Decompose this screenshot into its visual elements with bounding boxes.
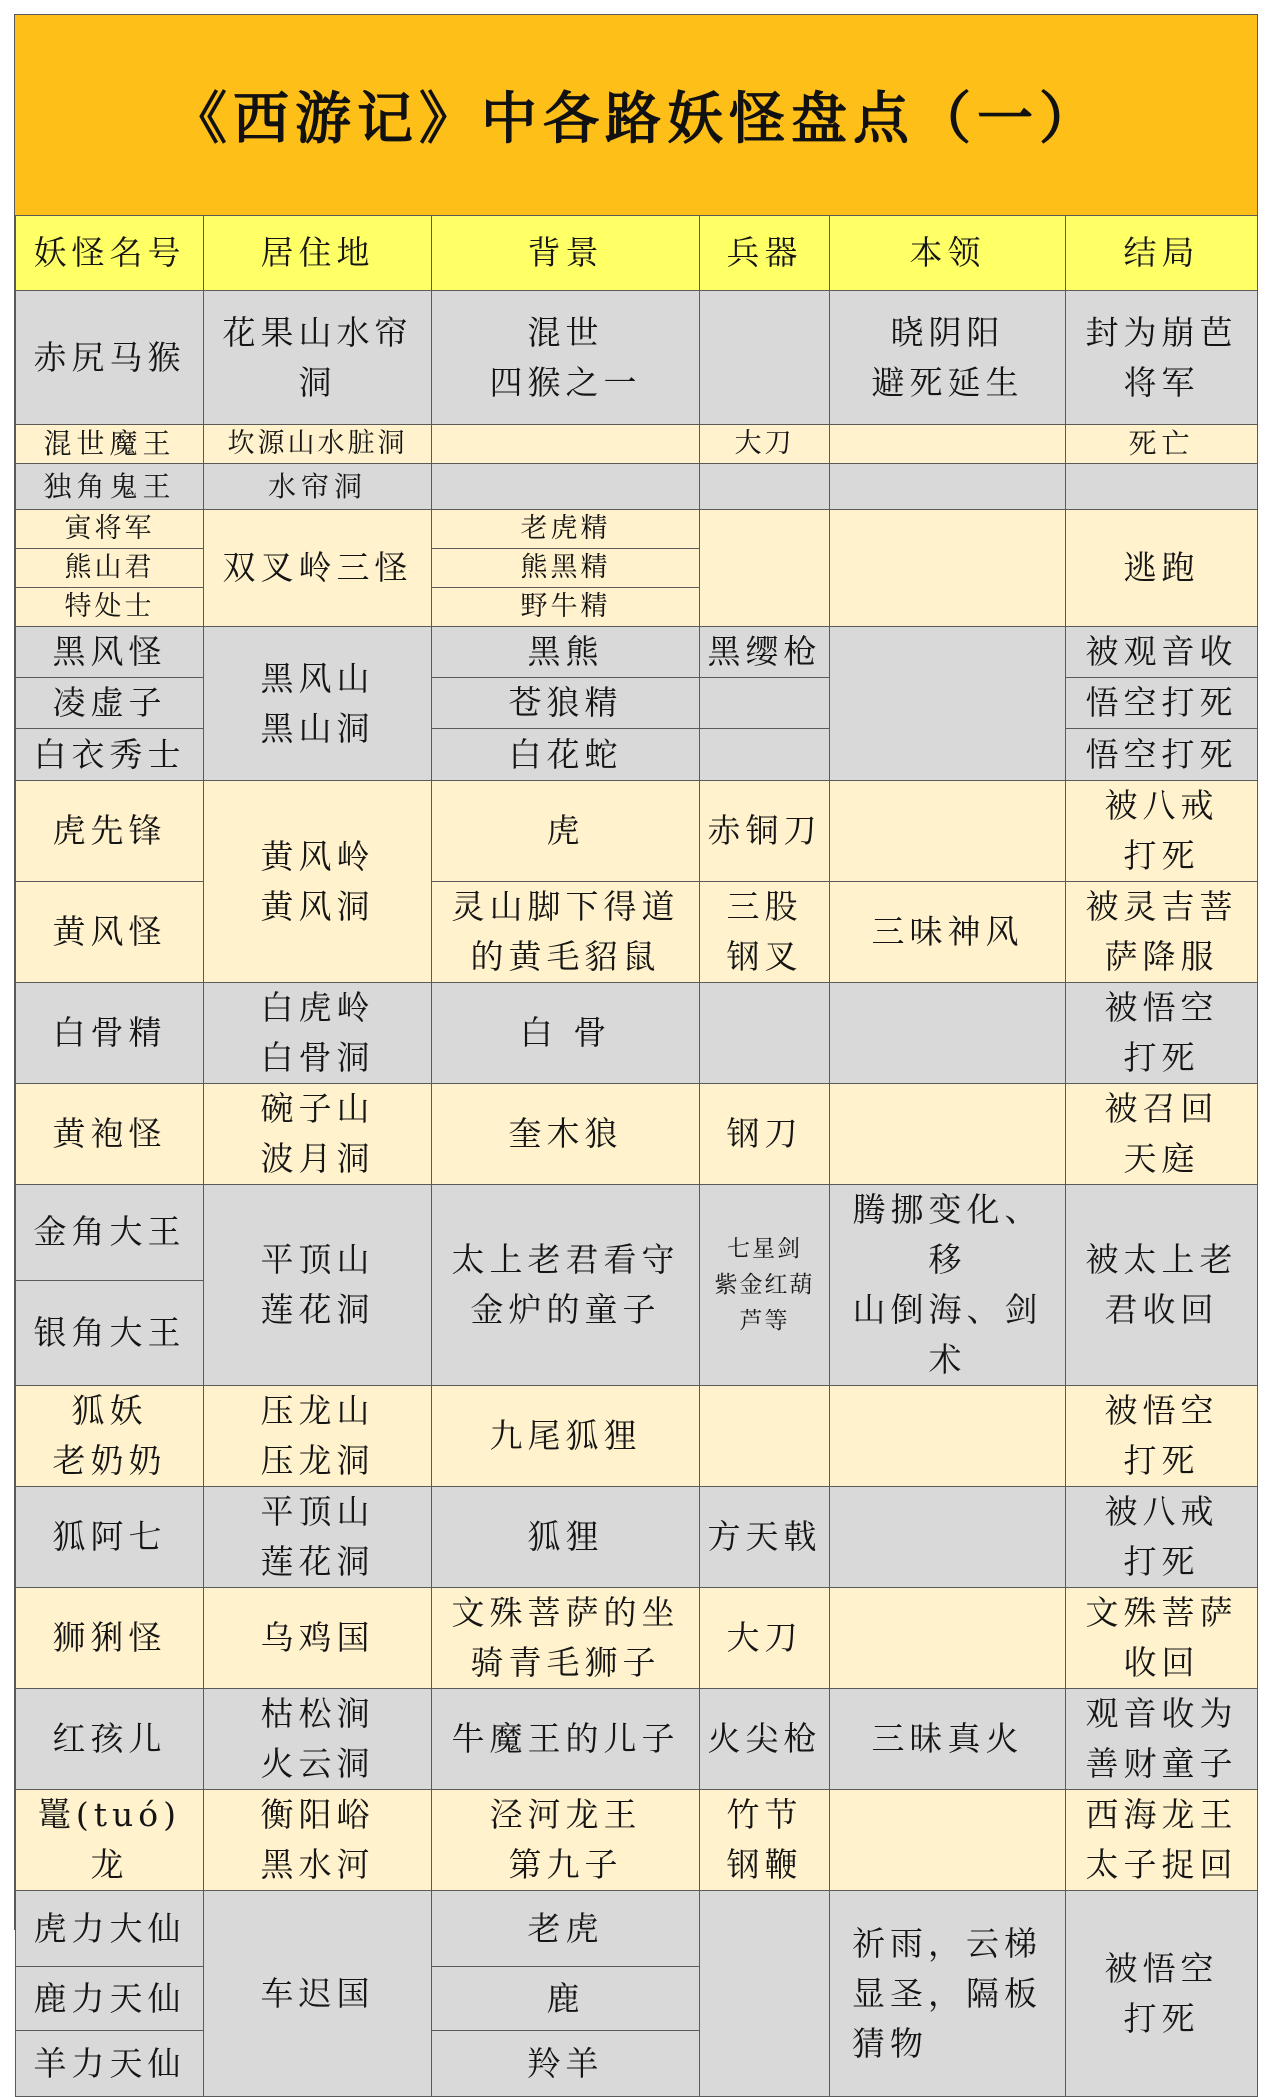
header-name: 妖怪名号 bbox=[16, 216, 204, 291]
monster-background: 奎木狼 bbox=[432, 1084, 700, 1185]
monster-skill bbox=[830, 510, 1066, 627]
monster-weapon bbox=[700, 1891, 830, 2097]
monster-ending: 悟空打死 bbox=[1066, 678, 1258, 729]
table-row bbox=[16, 882, 1258, 983]
table-row bbox=[16, 510, 1258, 549]
header-skill: 本领 bbox=[830, 216, 1066, 291]
monster-name: 黄风怪 bbox=[16, 882, 204, 983]
table-row bbox=[16, 1386, 1258, 1487]
monster-weapon: 三股 钢叉 bbox=[700, 882, 830, 983]
monster-skill: 晓阴阳 避死延生 bbox=[830, 291, 1066, 425]
monster-background: 羚羊 bbox=[432, 2031, 700, 2097]
header-row bbox=[16, 216, 1258, 291]
monster-weapon bbox=[700, 464, 830, 510]
monster-weapon bbox=[700, 983, 830, 1084]
header-weapon: 兵器 bbox=[700, 216, 830, 291]
table-row bbox=[16, 983, 1258, 1084]
monster-name: 寅将军 bbox=[16, 510, 204, 549]
monster-weapon: 竹节 钢鞭 bbox=[700, 1790, 830, 1891]
monster-skill bbox=[830, 1487, 1066, 1588]
monster-weapon: 大刀 bbox=[700, 1588, 830, 1689]
monster-ending bbox=[1066, 464, 1258, 510]
monster-skill bbox=[830, 1084, 1066, 1185]
monster-weapon: 火尖枪 bbox=[700, 1689, 830, 1790]
monster-background: 野牛精 bbox=[432, 588, 700, 627]
monster-name: 狐妖 老奶奶 bbox=[16, 1386, 204, 1487]
monster-skill: 三味神风 bbox=[830, 882, 1066, 983]
monster-ending: 被观音收 bbox=[1066, 627, 1258, 678]
monster-weapon: 黑缨枪 bbox=[700, 627, 830, 678]
table-row bbox=[16, 464, 1258, 510]
table-row bbox=[16, 425, 1258, 464]
monster-name: 熊山君 bbox=[16, 549, 204, 588]
title-bar bbox=[15, 15, 1257, 216]
table-row bbox=[16, 781, 1258, 882]
monster-name: 鼍(tuó)龙 bbox=[16, 1790, 204, 1891]
monster-name: 狮猁怪 bbox=[16, 1588, 204, 1689]
monster-home: 碗子山 波月洞 bbox=[204, 1084, 432, 1185]
monster-background bbox=[432, 464, 700, 510]
monster-home: 双叉岭三怪 bbox=[204, 510, 432, 627]
monster-name: 虎先锋 bbox=[16, 781, 204, 882]
monster-home: 黄风岭 黄风洞 bbox=[204, 781, 432, 983]
monster-name: 白骨精 bbox=[16, 983, 204, 1084]
monster-table bbox=[15, 215, 1258, 2097]
monster-background: 熊黑精 bbox=[432, 549, 700, 588]
monster-home: 坎源山水脏洞 bbox=[204, 425, 432, 464]
monster-skill bbox=[830, 627, 1066, 781]
monster-home: 压龙山 压龙洞 bbox=[204, 1386, 432, 1487]
monster-home: 白虎岭 白骨洞 bbox=[204, 983, 432, 1084]
header-home: 居住地 bbox=[204, 216, 432, 291]
monster-background: 白花蛇 bbox=[432, 729, 700, 781]
monster-name: 鹿力天仙 bbox=[16, 1967, 204, 2031]
monster-background bbox=[432, 425, 700, 464]
monster-ending: 被悟空 打死 bbox=[1066, 1386, 1258, 1487]
monster-weapon: 钢刀 bbox=[700, 1084, 830, 1185]
table-row bbox=[16, 1084, 1258, 1185]
monster-skill bbox=[830, 983, 1066, 1084]
monster-name: 白衣秀士 bbox=[16, 729, 204, 781]
monster-ending: 观音收为 善财童子 bbox=[1066, 1689, 1258, 1790]
table-row bbox=[16, 291, 1258, 425]
monster-background: 鹿 bbox=[432, 1967, 700, 2031]
monster-background: 牛魔王的儿子 bbox=[432, 1689, 700, 1790]
monster-ending: 被召回 天庭 bbox=[1066, 1084, 1258, 1185]
monster-home: 乌鸡国 bbox=[204, 1588, 432, 1689]
monster-skill bbox=[830, 1790, 1066, 1891]
table-row bbox=[16, 678, 1258, 729]
monster-name: 羊力天仙 bbox=[16, 2031, 204, 2097]
monster-name: 狐阿七 bbox=[16, 1487, 204, 1588]
monster-background: 狐狸 bbox=[432, 1487, 700, 1588]
table-row bbox=[16, 1487, 1258, 1588]
monster-weapon: 方天戟 bbox=[700, 1487, 830, 1588]
monster-skill: 祈雨，云梯 显圣，隔板 猜物 bbox=[830, 1891, 1066, 2097]
table-row bbox=[16, 729, 1258, 781]
monster-background: 太上老君看守 金炉的童子 bbox=[432, 1185, 700, 1386]
table-row bbox=[16, 1185, 1258, 1281]
monster-name: 特处士 bbox=[16, 588, 204, 627]
table-row bbox=[16, 1891, 1258, 1967]
monster-skill: 腾挪变化、移 山倒海、剑术 bbox=[830, 1185, 1066, 1386]
monster-skill bbox=[830, 781, 1066, 882]
monster-name: 赤尻马猴 bbox=[16, 291, 204, 425]
table-frame bbox=[14, 14, 1258, 2083]
monster-ending: 悟空打死 bbox=[1066, 729, 1258, 781]
monster-weapon bbox=[700, 1386, 830, 1487]
monster-home: 花果山水帘 洞 bbox=[204, 291, 432, 425]
monster-ending: 死亡 bbox=[1066, 425, 1258, 464]
monster-ending: 逃跑 bbox=[1066, 510, 1258, 627]
monster-weapon: 大刀 bbox=[700, 425, 830, 464]
monster-skill: 三昧真火 bbox=[830, 1689, 1066, 1790]
monster-skill bbox=[830, 1588, 1066, 1689]
monster-name: 独角鬼王 bbox=[16, 464, 204, 510]
monster-ending: 被八戒 打死 bbox=[1066, 781, 1258, 882]
monster-background: 虎 bbox=[432, 781, 700, 882]
monster-ending: 被太上老 君收回 bbox=[1066, 1185, 1258, 1386]
monster-background: 泾河龙王 第九子 bbox=[432, 1790, 700, 1891]
monster-home: 黑风山 黑山洞 bbox=[204, 627, 432, 781]
monster-weapon bbox=[700, 291, 830, 425]
monster-background: 老虎精 bbox=[432, 510, 700, 549]
monster-name: 黑风怪 bbox=[16, 627, 204, 678]
monster-weapon bbox=[700, 510, 830, 627]
monster-weapon: 赤铜刀 bbox=[700, 781, 830, 882]
monster-background: 文殊菩萨的坐 骑青毛狮子 bbox=[432, 1588, 700, 1689]
table-row bbox=[16, 1689, 1258, 1790]
table-row bbox=[16, 1588, 1258, 1689]
table-row bbox=[16, 627, 1258, 678]
monster-home: 枯松涧 火云洞 bbox=[204, 1689, 432, 1790]
monster-ending: 被悟空 打死 bbox=[1066, 1891, 1258, 2097]
monster-skill bbox=[830, 1386, 1066, 1487]
monster-skill bbox=[830, 464, 1066, 510]
monster-ending: 封为崩芭 将军 bbox=[1066, 291, 1258, 425]
monster-home: 水帘洞 bbox=[204, 464, 432, 510]
monster-ending: 被悟空 打死 bbox=[1066, 983, 1258, 1084]
monster-home: 车迟国 bbox=[204, 1891, 432, 2097]
monster-name: 黄袍怪 bbox=[16, 1084, 204, 1185]
monster-ending: 西海龙王 太子捉回 bbox=[1066, 1790, 1258, 1891]
monster-name: 虎力大仙 bbox=[16, 1891, 204, 1967]
monster-weapon: 七星剑 紫金红葫 芦等 bbox=[700, 1185, 830, 1386]
header-ending: 结局 bbox=[1066, 216, 1258, 291]
monster-weapon bbox=[700, 678, 830, 729]
page-title: 《西游记》中各路妖怪盘点（一） bbox=[171, 86, 1101, 152]
monster-weapon bbox=[700, 729, 830, 781]
monster-skill bbox=[830, 425, 1066, 464]
monster-ending: 被八戒 打死 bbox=[1066, 1487, 1258, 1588]
monster-ending: 文殊菩萨 收回 bbox=[1066, 1588, 1258, 1689]
table-row bbox=[16, 1790, 1258, 1891]
monster-background: 白 骨 bbox=[432, 983, 700, 1084]
header-background: 背景 bbox=[432, 216, 700, 291]
monster-home: 平顶山 莲花洞 bbox=[204, 1487, 432, 1588]
monster-home: 衡阳峪 黑水河 bbox=[204, 1790, 432, 1891]
monster-ending: 被灵吉菩 萨降服 bbox=[1066, 882, 1258, 983]
monster-background: 九尾狐狸 bbox=[432, 1386, 700, 1487]
monster-background: 苍狼精 bbox=[432, 678, 700, 729]
monster-background: 混世 四猴之一 bbox=[432, 291, 700, 425]
monster-home: 平顶山 莲花洞 bbox=[204, 1185, 432, 1386]
monster-background: 老虎 bbox=[432, 1891, 700, 1967]
monster-name: 混世魔王 bbox=[16, 425, 204, 464]
monster-name: 银角大王 bbox=[16, 1280, 204, 1385]
monster-name: 金角大王 bbox=[16, 1185, 204, 1281]
monster-name: 红孩儿 bbox=[16, 1689, 204, 1790]
monster-name: 凌虚子 bbox=[16, 678, 204, 729]
monster-background: 灵山脚下得道 的黄毛貂鼠 bbox=[432, 882, 700, 983]
monster-background: 黑熊 bbox=[432, 627, 700, 678]
